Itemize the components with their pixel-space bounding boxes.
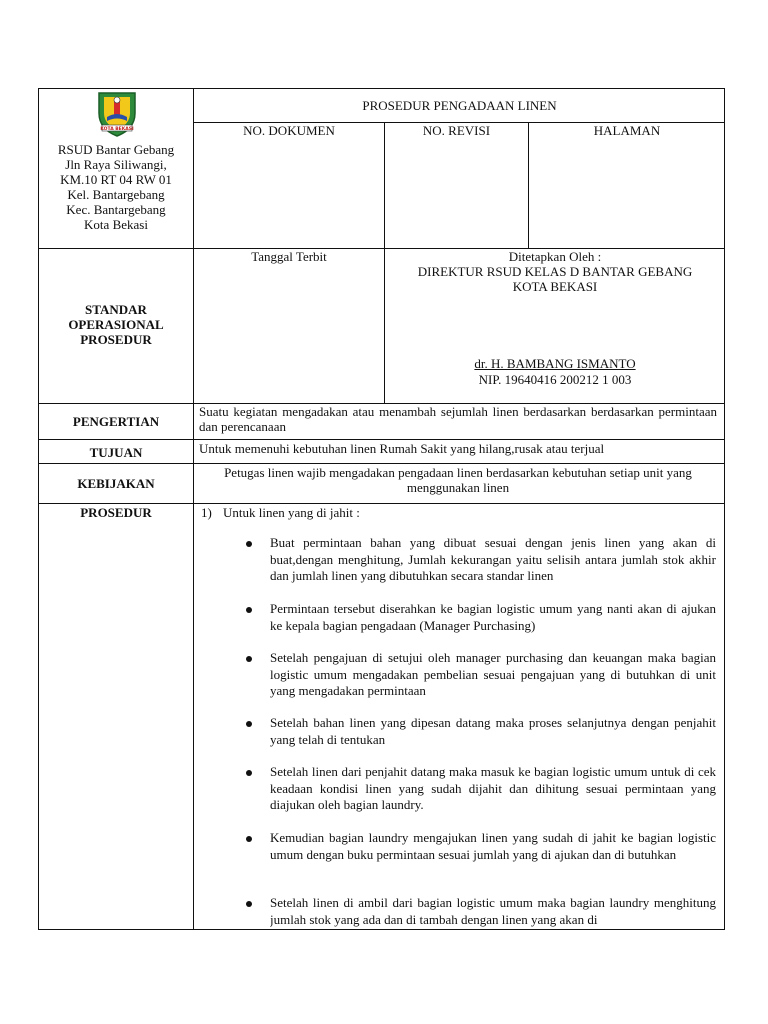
bullet-icon — [246, 607, 252, 613]
column-divider — [528, 122, 529, 248]
city-logo — [92, 89, 142, 139]
row-divider — [38, 463, 725, 464]
prosedur-bullet: Setelah linen di ambil dari bagian logistic umum maka bagian laundry menghitung jumlah stok yang ada dan di tambah dengan linen yang akan di — [270, 895, 716, 927]
column-divider — [193, 88, 194, 930]
address-line: Jln Raya Siliwangi, — [65, 157, 167, 172]
bullet-icon — [246, 656, 252, 662]
bullet-icon — [246, 721, 252, 727]
sop-label: STANDAR OPERASIONAL PROSEDUR — [68, 302, 164, 347]
address-line: Kota Bekasi — [84, 217, 148, 232]
no-dokumen-header: NO. DOKUMEN — [243, 123, 335, 138]
address-line: Kec. Bantargebang — [66, 202, 166, 217]
kebijakan-label: KEBIJAKAN — [77, 476, 155, 491]
prosedur-bullet: Setelah pengajuan di setujui oleh manager purchasing dan keuangan maka bagian logistic umum mengadakan pembelian sesuai pengajuan yang di butuhkan di unit yang mengadakan permintaan — [270, 650, 716, 698]
bullet-icon — [246, 770, 252, 776]
pengertian-text: Suatu kegiatan mengadakan atau menambah sejumlah linen berdasarkan berdasarkan permintaan dan perencanaan — [199, 404, 717, 434]
row-divider — [38, 503, 725, 504]
step-title: Untuk linen yang di jahit : — [223, 505, 360, 520]
tujuan-text: Untuk memenuhi kebutuhan linen Rumah Sakit yang hilang,rusak atau terjual — [199, 441, 605, 456]
bullet-icon — [246, 541, 252, 547]
prosedur-label: PROSEDUR — [80, 505, 152, 520]
address-line: RSUD Bantar Gebang — [57, 142, 175, 157]
row-divider — [38, 439, 725, 440]
prosedur-bullet: Buat permintaan bahan yang dibuat sesuai dengan jenis linen yang akan di buat,dengan menghitung, Jumlah kekurangan yaitu selisih antara jumlah stok akhir dan jumlah linen yang dibutuhkan secara standar linen — [270, 535, 716, 583]
kebijakan-text: Petugas linen wajib mengadakan pengadaan linen berdasarkan kebutuhan setiap unit yang menggunakan linen — [224, 465, 692, 495]
tujuan-label: TUJUAN — [89, 445, 143, 460]
no-revisi-header: NO. REVISI — [422, 123, 491, 138]
address-line: Kel. Bantargebang — [67, 187, 165, 202]
halaman-header: HALAMAN — [593, 123, 661, 138]
tanggal-terbit-label: Tanggal Terbit — [251, 249, 327, 264]
prosedur-bullet: Setelah bahan linen yang dipesan datang maka proses selanjutnya dengan penjahit yang telah di tentukan — [270, 715, 716, 747]
svg-text:KOTA BEKASI: KOTA BEKASI — [100, 127, 134, 132]
bullet-icon — [246, 836, 252, 842]
signer-name: dr. H. BAMBANG ISMANTO — [474, 356, 636, 371]
prosedur-bullet: Setelah linen dari penjahit datang maka masuk ke bagian logistic umum untuk di cek keadaan kondisi linen yang sudah dijahit dan dihitung sesuai permintaan yang diajukan oleh bagian laundry. — [270, 764, 716, 812]
ditetapkan-block: Ditetapkan Oleh : DIREKTUR RSUD KELAS D BANTAR GEBANG KOTA BEKASI — [417, 249, 693, 294]
signer-nip: NIP. 19640416 200212 1 003 — [478, 372, 632, 387]
prosedur-bullet: Kemudian bagian laundry mengajukan linen yang sudah di jahit ke bagian logistic umum dengan buku permintaan sesuai jumlah yang di ajukan dan di butuhkan — [270, 830, 716, 862]
shield-emblem-icon — [92, 89, 142, 139]
document-title: PROSEDUR PENGADAAN LINEN — [362, 98, 557, 113]
pengertian-label: PENGERTIAN — [72, 414, 160, 429]
hospital-address — [40, 142, 192, 232]
bullet-icon — [246, 901, 252, 907]
step-number: 1) — [201, 505, 212, 520]
prosedur-bullet: Permintaan tersebut diserahkan ke bagian logistic umum yang nanti akan di ajukan ke kepala bagian pengadaan (Manager Purchasing) — [270, 601, 716, 633]
address-line: KM.10 RT 04 RW 01 — [60, 172, 172, 187]
